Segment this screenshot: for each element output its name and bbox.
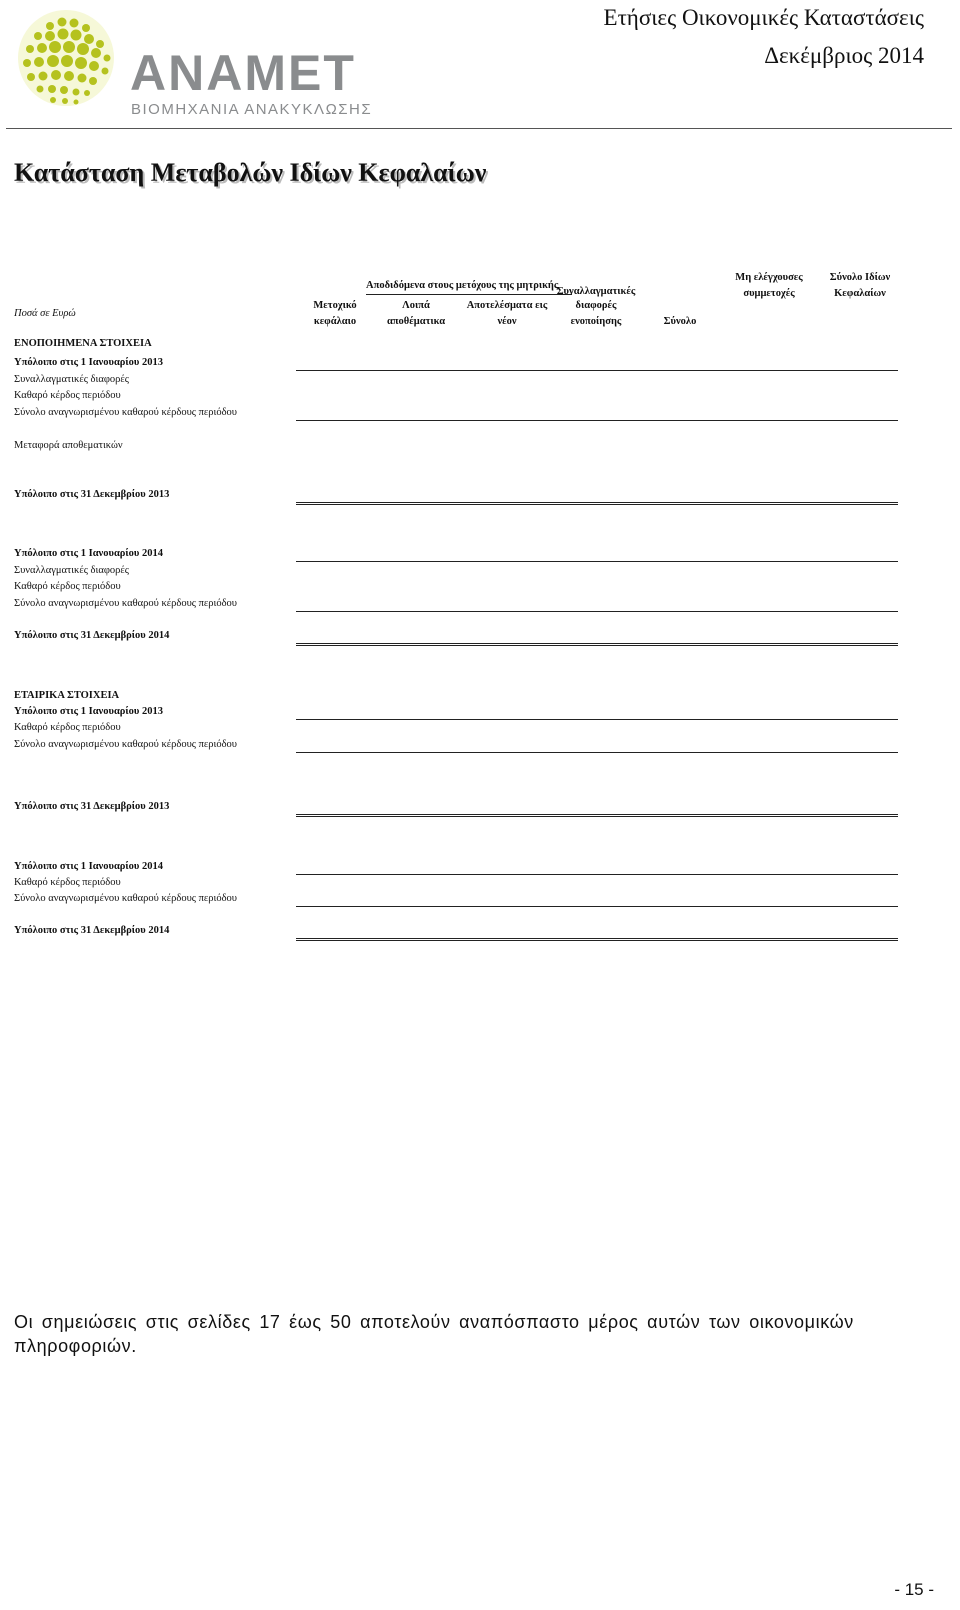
row-label: Υπόλοιπο στις 1 Ιανουαρίου 2014 xyxy=(14,861,164,872)
row-label: Συναλλαγματικές διαφορές xyxy=(14,565,129,576)
row-underline xyxy=(296,719,898,720)
row-underline xyxy=(296,814,898,815)
row-underline xyxy=(296,504,898,505)
col-share-capital-1: Μετοχικό xyxy=(313,300,357,311)
row-underline xyxy=(296,906,898,907)
section-consolidated: ΕΝΟΠΟΙΗΜΕΝΑ ΣΤΟΙΧΕΙΑ xyxy=(14,338,152,349)
header-divider xyxy=(6,128,952,129)
row-underline xyxy=(296,643,898,644)
row-label: Σύνολο αναγνωρισμένου καθαρού κέρδους περιόδου xyxy=(14,407,237,418)
logo-name: ΑΝΑΜΕΤ xyxy=(130,45,356,101)
row-label: Μεταφορά αποθεματικών xyxy=(14,440,123,451)
col-total: Σύνολο xyxy=(663,316,697,327)
section-company: ΕΤΑΙΡΙΚΑ ΣΤΟΙΧΕΙΑ xyxy=(14,690,120,701)
row-label: Καθαρό κέρδος περιόδου xyxy=(14,877,121,888)
row-underline xyxy=(296,611,898,612)
logo-subtitle: ΒΙΟΜΗΧΑΝΙΑ ΑΝΑΚΥΚΛΩΣΗΣ xyxy=(131,101,373,118)
col-equity-total-1: Σύνολο Ιδίων xyxy=(829,272,891,283)
logo-sphere-icon xyxy=(18,10,114,106)
row-underline xyxy=(296,940,898,941)
group-underline xyxy=(366,294,572,295)
report-date: Δεκέμβριος 2014 xyxy=(764,43,924,68)
anamet-logo xyxy=(10,6,380,124)
col-fx-1: Συναλλαγματικές xyxy=(556,286,636,297)
col-equity-total-2: Κεφαλαίων xyxy=(834,288,886,299)
row-underline xyxy=(296,502,898,503)
row-label: Υπόλοιπο στις 31 Δεκεμβρίου 2013 xyxy=(14,801,170,812)
row-underline xyxy=(296,816,898,817)
row-label: Καθαρό κέρδος περιόδου xyxy=(14,390,121,401)
row-label: Υπόλοιπο στις 31 Δεκεμβρίου 2014 xyxy=(14,630,170,641)
row-underline xyxy=(296,645,898,646)
row-label: Καθαρό κέρδος περιόδου xyxy=(14,581,121,592)
row-underline xyxy=(296,938,898,939)
col-retained-2: νέον xyxy=(497,316,517,327)
row-label: Υπόλοιπο στις 1 Ιανουαρίου 2013 xyxy=(14,706,164,717)
row-underline xyxy=(296,370,898,371)
col-retained-1: Αποτελέσματα εις xyxy=(466,300,548,311)
row-label: Καθαρό κέρδος περιόδου xyxy=(14,722,121,733)
row-underline xyxy=(296,420,898,421)
page-number: - 15 - xyxy=(894,1580,934,1599)
row-underline xyxy=(296,752,898,753)
report-title: Ετήσιες Οικονομικές Καταστάσεις xyxy=(603,5,924,30)
amounts-label: Ποσά σε Ευρώ xyxy=(14,308,76,319)
row-label: Σύνολο αναγνωρισμένου καθαρού κέρδους περιόδου xyxy=(14,598,237,609)
col-share-capital-2: κεφάλαιο xyxy=(313,316,357,327)
row-label: Υπόλοιπο στις 31 Δεκεμβρίου 2013 xyxy=(14,489,170,500)
row-label: Σύνολο αναγνωρισμένου καθαρού κέρδους περιόδου xyxy=(14,739,237,750)
row-label: Υπόλοιπο στις 31 Δεκεμβρίου 2014 xyxy=(14,925,170,936)
page-title: Κατάσταση Μεταβολών Ιδίων Κεφαλαίων xyxy=(14,158,487,187)
row-label: Υπόλοιπο στις 1 Ιανουαρίου 2014 xyxy=(14,548,164,559)
col-other-reserves-1: Λοιπά xyxy=(402,300,430,311)
row-underline xyxy=(296,561,898,562)
row-underline xyxy=(296,874,898,875)
row-label: Υπόλοιπο στις 1 Ιανουαρίου 2013 xyxy=(14,357,164,368)
row-label: Σύνολο αναγνωρισμένου καθαρού κέρδους περιόδου xyxy=(14,893,237,904)
col-fx-3: ενοποίησης xyxy=(570,316,622,327)
footnote: Οι σημειώσεις στις σελίδες 17 έως 50 αποτελούν αναπόσπαστο μέρος αυτών των οικονομικών πληροφοριών. xyxy=(14,1312,854,1356)
col-other-reserves-2: αποθέματικα xyxy=(386,316,446,327)
col-nci-2: συμμετοχές xyxy=(743,288,795,299)
col-fx-2: διαφορές xyxy=(575,300,617,311)
col-nci-1: Μη ελέγχουσες xyxy=(735,272,803,283)
row-label: Συναλλαγματικές διαφορές xyxy=(14,374,129,385)
group-label: Αποδιδόμενα στους μετόχους της μητρικής xyxy=(366,280,559,291)
